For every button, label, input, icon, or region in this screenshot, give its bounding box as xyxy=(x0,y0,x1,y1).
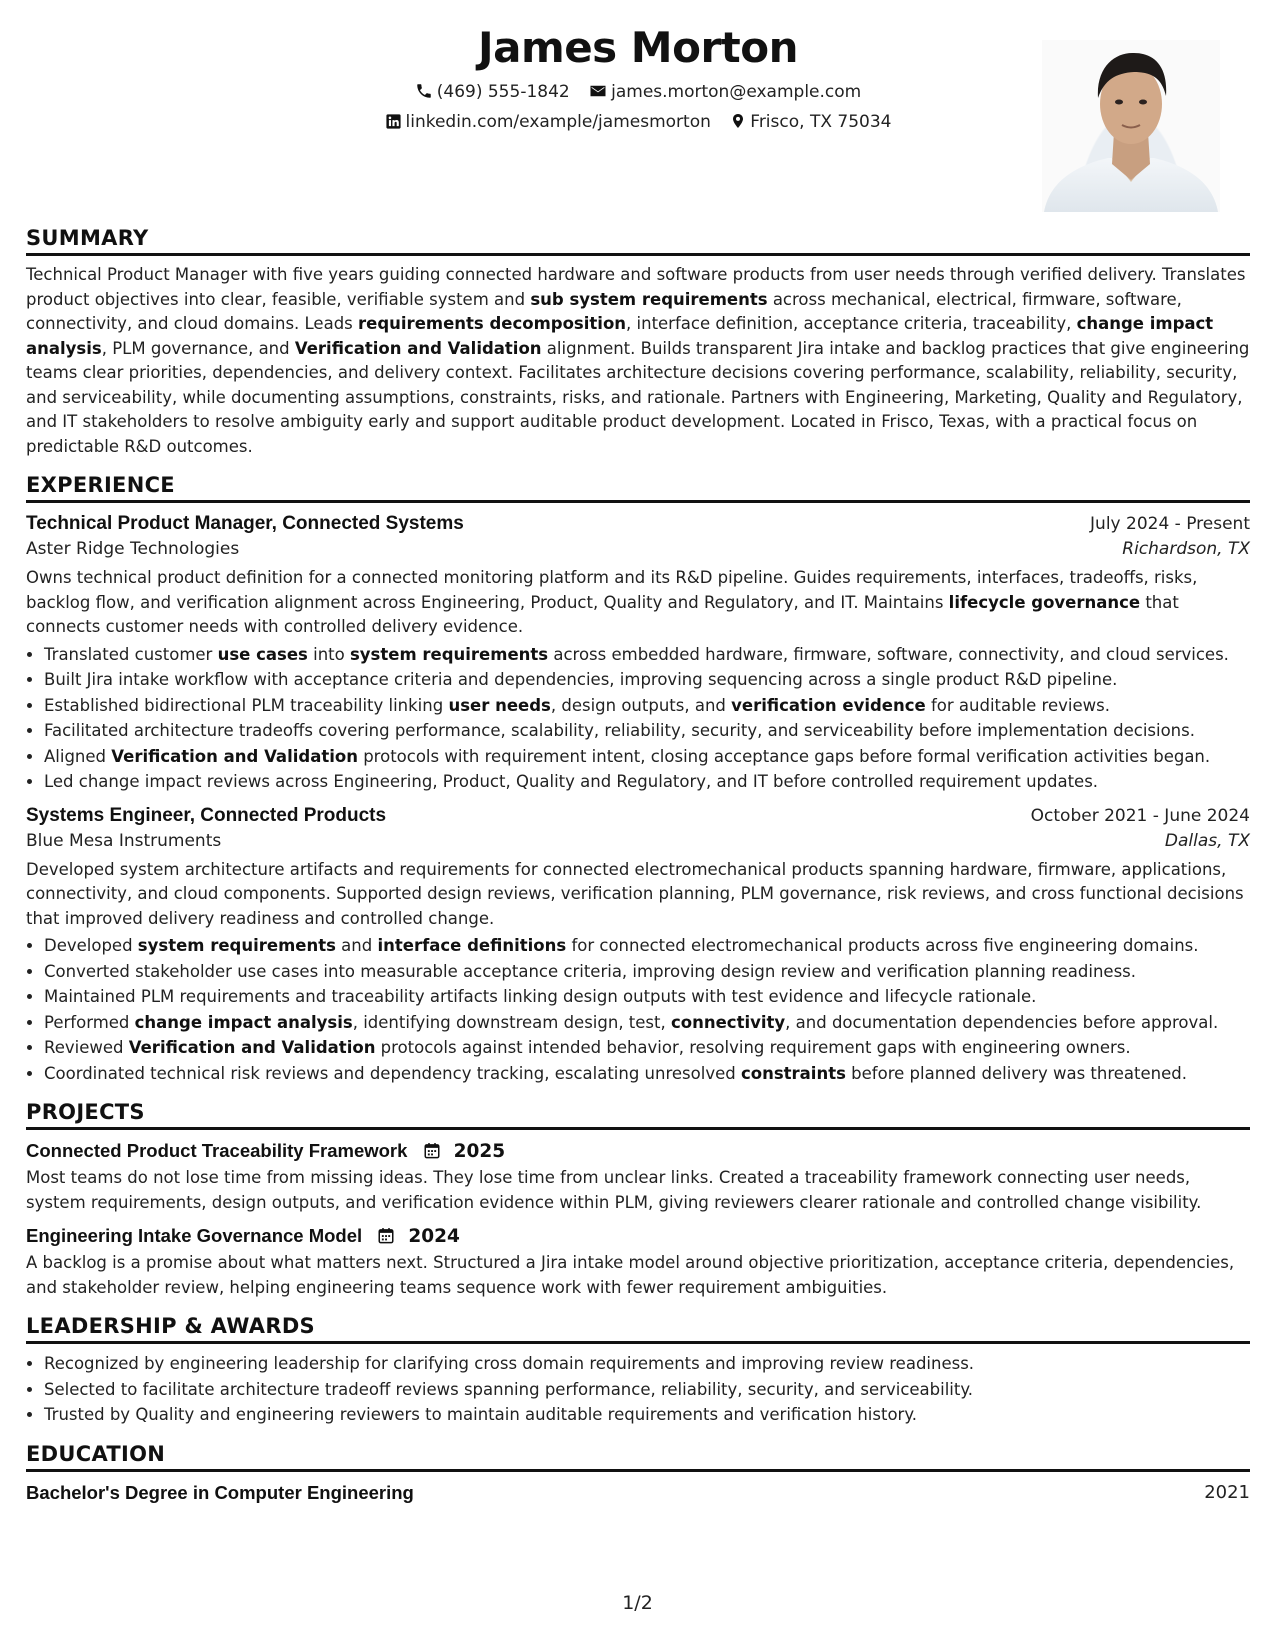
job-bullets xyxy=(26,642,1250,795)
education-heading: EDUCATION xyxy=(26,1442,1250,1472)
list-item: • Maintained PLM requirements and traceability artifacts linking design outputs with test evidence and lifecycle rationale. xyxy=(44,984,1250,1010)
job-bullets xyxy=(26,933,1250,1086)
linkedin-text: linkedin.com/example/jamesmorton xyxy=(405,112,711,132)
list-item: • Aligned Verification and Validation protocols with requirement intent, closing acceptance gaps before formal verification activities began. xyxy=(44,744,1250,770)
list-item: • Built Jira intake workflow with acceptance criteria and dependencies, improving sequencing across a single product R&D pipeline. xyxy=(44,667,1250,693)
job-location: Richardson, TX xyxy=(1122,539,1250,559)
email-text: james.morton@example.com xyxy=(611,82,862,102)
resume-page xyxy=(26,20,1250,1504)
list-item: • Reviewed Verification and Validation protocols against intended behavior, resolving requirement gaps with engineering owners. xyxy=(44,1035,1250,1061)
calendar-icon xyxy=(377,1226,395,1245)
linkedin-contact[interactable] xyxy=(385,110,711,134)
resume-header xyxy=(26,20,1250,212)
page-number: 1/2 xyxy=(622,1592,653,1614)
profile-photo-illustration xyxy=(1042,40,1220,212)
list-item: • Converted stakeholder use cases into measurable acceptance criteria, improving design review and verification planning readiness. xyxy=(44,959,1250,985)
list-item: • Coordinated technical risk reviews and dependency tracking, escalating unresolved constraints before planned delivery was threatened. xyxy=(44,1061,1250,1087)
project-entry xyxy=(26,1140,1250,1215)
location-contact xyxy=(730,110,891,134)
experience-section xyxy=(26,473,1250,1086)
job-dates: July 2024 - Present xyxy=(1090,514,1250,534)
leadership-heading: LEADERSHIP & AWARDS xyxy=(26,1314,1250,1344)
job-description: Owns technical product definition for a connected monitoring platform and its R&D pipeline. Guides requirements, interfaces, tradeoffs, risks, backlog flow, and verification alignment across Engineering, Product, Quality and Regulatory, and IT. Maintains lifecycle governance that connects customer needs with controlled delivery evidence. xyxy=(26,568,1198,636)
linkedin-icon xyxy=(385,113,402,130)
leadership-bullets xyxy=(26,1351,1250,1428)
job-entry-blue-mesa xyxy=(26,805,1250,1087)
job-title: Systems Engineer, Connected Products xyxy=(26,804,387,826)
location-text: Frisco, TX 75034 xyxy=(750,112,892,132)
job-description: Developed system architecture artifacts and requirements for connected electromechanical products spanning hardware, firmware, applications, connectivity, and cloud components. Supported design reviews, verification planning, PLM governance, risk reviews, and cross functional decisions that improved delivery readiness and controlled change. xyxy=(26,859,1244,928)
company-name: Blue Mesa Instruments xyxy=(26,830,222,851)
project-year: 2025 xyxy=(453,1141,506,1162)
list-item: • Recognized by engineering leadership for clarifying cross domain requirements and improving review readiness. xyxy=(44,1351,1250,1377)
list-item: • Trusted by Quality and engineering reviewers to maintain auditable requirements and verification history. xyxy=(44,1402,1250,1428)
projects-section xyxy=(26,1100,1250,1300)
envelope-icon xyxy=(589,82,607,100)
project-entry xyxy=(26,1225,1250,1300)
summary-heading: SUMMARY xyxy=(26,226,1250,256)
candidate-name: James Morton xyxy=(477,23,799,72)
phone-text: (469) 555-1842 xyxy=(436,82,570,102)
job-title: Technical Product Manager, Connected Systems xyxy=(26,513,464,534)
list-item: • Performed change impact analysis, identifying downstream design, test, connectivity, and documentation dependencies before approval. xyxy=(44,1010,1250,1036)
project-description: Most teams do not lose time from missing ideas. They lose time from unclear links. Created a traceability framework connecting user needs, system requirements, design outputs, and verification evidence within PLM, giving reviewers clearer rationale and controlled change visibility. xyxy=(26,1168,1202,1212)
project-title: Engineering Intake Governance Model xyxy=(26,1225,363,1246)
graduation-year: 2021 xyxy=(1204,1481,1250,1503)
degree-title: Bachelor's Degree in Computer Engineering xyxy=(26,1481,414,1503)
profile-photo xyxy=(1042,40,1220,212)
project-year: 2024 xyxy=(408,1226,460,1247)
phone-contact[interactable] xyxy=(415,80,570,104)
calendar-icon xyxy=(423,1141,441,1160)
list-item: • Established bidirectional PLM traceability linking user needs, design outputs, and verification evidence for auditable reviews. xyxy=(44,693,1250,719)
education-section xyxy=(26,1442,1250,1504)
job-entry-aster-ridge xyxy=(26,513,1250,795)
company-name: Aster Ridge Technologies xyxy=(26,539,240,559)
project-description: A backlog is a promise about what matters next. Structured a Jira intake model around objective prioritization, acceptance criteria, dependencies, and stakeholder review, helping engineering teams sequence work with fewer requirement ambiguities. xyxy=(26,1253,1235,1297)
job-location: Dallas, TX xyxy=(1164,830,1250,851)
list-item: • Selected to facilitate architecture tradeoff reviews spanning performance, reliability, security, and serviceability. xyxy=(44,1377,1250,1403)
summary-text: Technical Product Manager with five years guiding connected hardware and software products from user needs through verified delivery. Translates product objectives into clear, feasible, verifiable system and sub system requirements across mechanical, electrical, firmware, software, connectivity, and cloud domains. Leads requirements decomposition, interface definition, acceptance criteria, traceability, change impact analysis, PLM governance, and Verification and Validation alignment. Builds transparent Jira intake and backlog practices that give engineering teams clear priorities, dependencies, and delivery context. Facilitates architecture decisions covering performance, scalability, reliability, security, and serviceability, while documenting assumptions, constraints, risks, and rationale. Partners with Engineering, Marketing, Quality and Regulatory, and IT stakeholders to resolve ambiguity early and support auditable product development. Located in Frisco, Texas, with a practical focus on predictable R&D outcomes. xyxy=(26,265,1250,456)
job-dates: October 2021 - June 2024 xyxy=(1030,805,1250,826)
list-item: • Facilitated architecture tradeoffs covering performance, scalability, reliability, security, and serviceability before implementation decisions. xyxy=(44,718,1250,744)
summary-section xyxy=(26,226,1250,459)
list-item: • Led change impact reviews across Engineering, Product, Quality and Regulatory, and IT before controlled requirement updates. xyxy=(44,769,1250,795)
list-item: • Translated customer use cases into system requirements across embedded hardware, firmware, software, connectivity, and cloud services. xyxy=(44,642,1250,668)
phone-icon xyxy=(415,82,433,100)
project-title: Connected Product Traceability Framework xyxy=(26,1140,408,1161)
list-item: • Developed system requirements and interface definitions for connected electromechanical products across five engineering domains. xyxy=(44,933,1250,959)
projects-heading: PROJECTS xyxy=(26,1100,1250,1130)
experience-heading: EXPERIENCE xyxy=(26,473,1250,503)
email-contact[interactable] xyxy=(589,80,861,104)
map-pin-icon xyxy=(730,112,746,130)
leadership-section xyxy=(26,1314,1250,1428)
